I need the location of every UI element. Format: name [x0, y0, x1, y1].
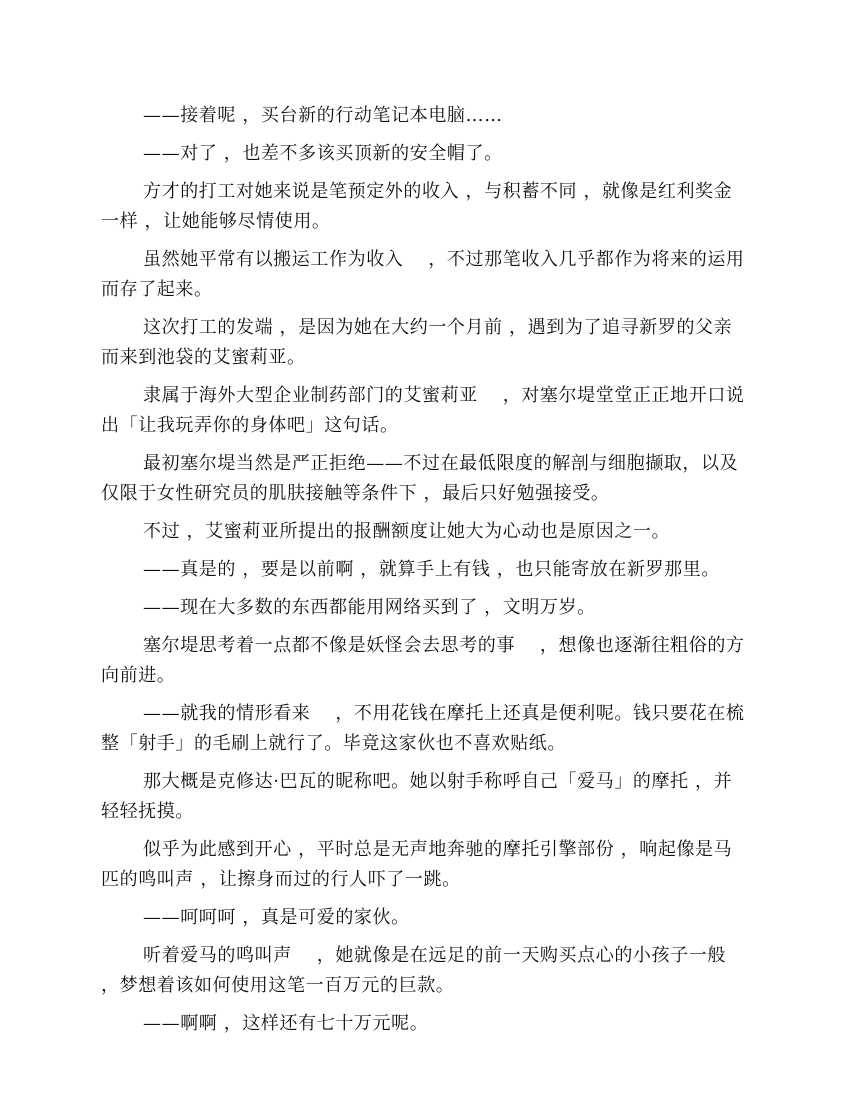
paragraph: 不过 ，艾蜜莉亚所提出的报酬额度让她大为心动也是原因之一。	[143, 521, 671, 542]
paragraph: ——就我的情形看来 ，不用花钱在摩托上还真是便利呢。钱只要花在梳整「射手」的毛刷上就行了。毕竟这家伙也不喜欢贴纸。	[101, 703, 745, 754]
paragraph: 听着爱马的鸣叫声 ，她就像是在远足的前一天购买点心的小孩子一般 ，梦想着该如何使用这笔一百万元的巨款。	[101, 945, 726, 996]
paragraph: ——呵呵呵 ，真是可爱的家伙。	[143, 907, 410, 928]
paragraph: ——真是的 ，要是以前啊 ，就算手上有钱 ，也只能寄放在新罗那里。	[143, 559, 720, 580]
paragraph: 塞尔堤思考着一点都不像是妖怪会去思考的事 ，想像也逐渐往粗俗的方向前进。	[101, 635, 745, 686]
paragraph: ——接着呢 ，买台新的行动笔记本电脑……	[143, 105, 503, 126]
paragraph: 虽然她平常有以搬运工作为收入 ，不过那笔收入几乎都作为将来的运用而存了起来。	[101, 249, 745, 300]
paragraph: 最初塞尔堤当然是严正拒绝——不过在最低限度的解剖与细胞撷取，以及仅限于女性研究员的肌肤接触等条件下 ，最后只好勉强接受。	[101, 453, 739, 504]
paragraph: 似乎为此感到开心 ，平时总是无声地奔驰的摩托引擎部份 ，响起像是马匹的鸣叫声 ，让擦身而过的行人吓了一跳。	[101, 839, 733, 890]
paragraph: 方才的打工对她来说是笔预定外的收入 ，与积蓄不同 ，就像是红利奖金一样 ，让她能够尽情使用。	[101, 181, 733, 232]
body-text	[101, 101, 749, 1047]
paragraph: ——现在大多数的东西都能用网络买到了 ，文明万岁。	[143, 597, 596, 618]
paragraph: ——对了 ，也差不多该买顶新的安全帽了。	[143, 143, 503, 164]
paragraph: 隶属于海外大型企业制药部门的艾蜜莉亚 ，对塞尔堤堂堂正正地开口说出「让我玩弄你的身体吧」这句话。	[101, 385, 745, 436]
paragraph: 那大概是克修达·巴瓦的昵称吧。她以射手称呼自己「爱马」的摩托 ，并轻轻抚摸。	[101, 771, 733, 822]
paragraph: 这次打工的发端 ，是因为她在大约一个月前 ，遇到为了追寻新罗的父亲而来到池袋的艾蜜莉亚。	[101, 317, 733, 368]
paragraph: ——啊啊 ，这样还有七十万元呢。	[143, 1013, 429, 1034]
